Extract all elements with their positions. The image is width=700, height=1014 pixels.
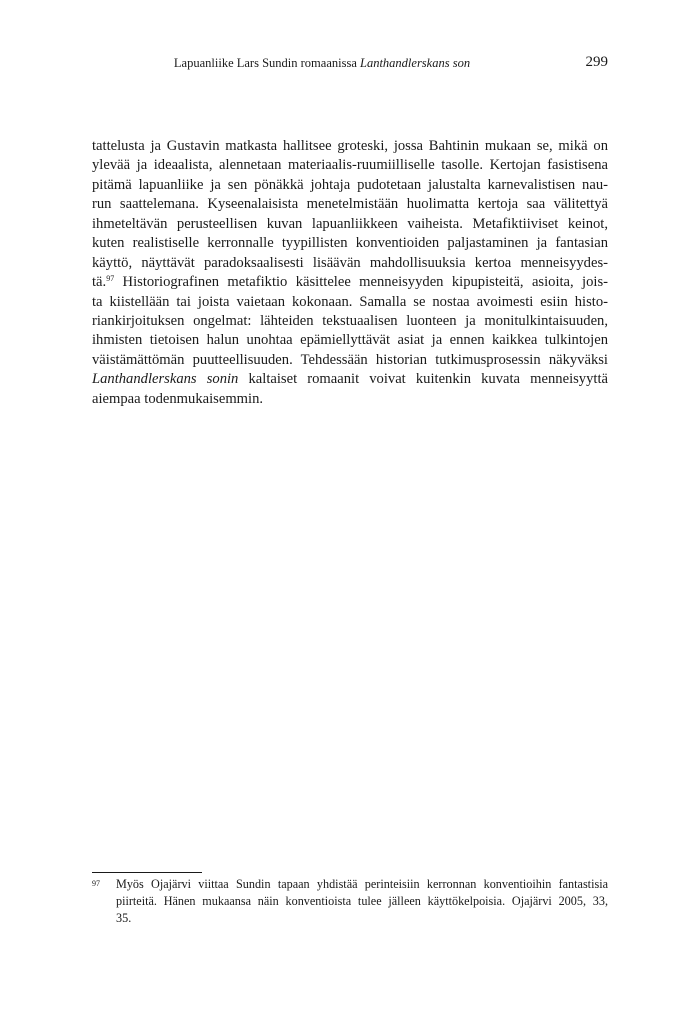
text-line: väistämättömän puutteellisuuden. Tehdessään historian tutkimusprosessin näkyväksi: [92, 351, 608, 368]
text-fragment: tä.: [92, 274, 107, 291]
text-line: [92, 370, 608, 389]
page-number: 299: [585, 54, 608, 70]
text-line: aiempaa todenmukaisemmin.: [92, 390, 264, 407]
text-line: ylevää ja ideaalista, alennetaan materiaalis-ruumiilliselle tasolle. Kertojan fasistisena: [92, 157, 608, 174]
text-line: tattelusta ja Gustavin matkasta hallitsee groteski, jossa Bahtinin mukaan se, mikä on: [92, 138, 608, 154]
footnote-line: piirteitä. Hänen mukaansa näin konventioista tulee jälleen käyttökelpoisia. Ojajärvi 2005, 33,: [116, 894, 608, 908]
text-line: kuten realistiselle kerronnalle tyypillisten konventioiden paljastaminen ja fantasian: [92, 235, 608, 252]
text-fragment: kaltaiset romaanit voivat kuitenkin kuvata menneisyyttä: [238, 371, 608, 388]
text-line: ihmeteltävän perusteellisen kuvan lapuanliikkeen vaiheista. Metafiktiiviset keinot,: [92, 215, 608, 232]
footnote-line: 35.: [116, 911, 132, 925]
text-line: run saattelemana. Kyseenalaisista menetelmistään huolimatta kertoja saa välitettyä: [92, 196, 608, 213]
text-line: pitämä lapuanliike ja sen pönäkkä johtaja pudotetaan jalustalta karnevalistisen nau-: [92, 176, 608, 193]
text-line: käyttö, näyttävät paradoksaalisesti lisäävän mahdollisuuksia kertoa menneisyydes-: [92, 254, 608, 271]
footnote-number: 97: [92, 879, 100, 888]
text-fragment: Historiografinen metafiktio käsittelee menneisyyden kipupisteitä, asioita, jois-: [114, 274, 608, 291]
book-title: Lanthandlerskans sonin: [92, 371, 239, 388]
text-line: [92, 273, 608, 292]
running-head: [92, 54, 608, 72]
footnote-divider: [92, 872, 202, 873]
text-line: ta kiistellään tai joista vaietaan kokonaan. Samalla se nostaa avoimesti esiin histo-: [92, 293, 608, 310]
footnote-line: Myös Ojajärvi viittaa Sundin tapaan yhdistää perinteisiin kerronnan konventioihin fantastisia: [116, 877, 608, 891]
running-title-book: Lanthandlerskans son: [360, 56, 471, 70]
running-title: [92, 54, 552, 72]
body-paragraph: [92, 137, 608, 409]
text-line: riankirjoituksen ongelmat: lähteiden tekstuaalisen luonteen ja monitulkintaisuuden,: [92, 312, 608, 329]
text-line: ihmisten tietoisen halun unohtaa epämiellyttävät asiat ja ennen kaikkea tulkintojen: [92, 332, 608, 349]
running-title-text: Lapuanliike Lars Sundin romaanissa: [173, 56, 360, 70]
footnote-reference[interactable]: 97: [106, 274, 115, 284]
footnote-text: [116, 876, 608, 927]
